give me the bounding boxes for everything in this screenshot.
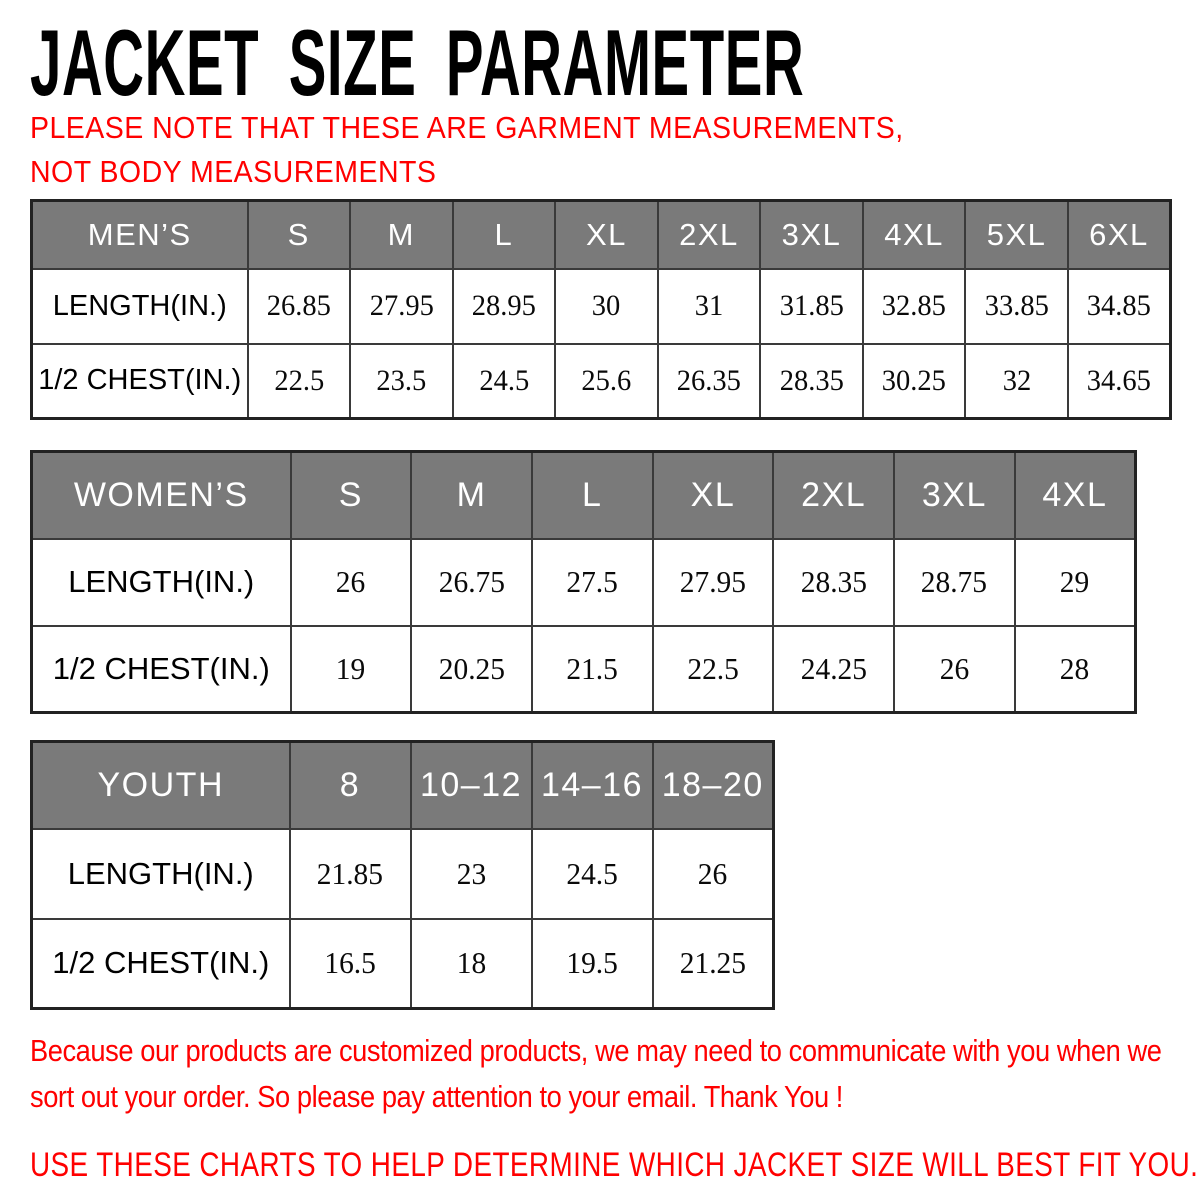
size-header-cell: S (291, 452, 412, 539)
measurement-value: 19.5 (566, 945, 618, 981)
measurement-value: 33.85 (984, 289, 1049, 322)
measurement-value: 20.25 (438, 650, 505, 686)
value-cell (532, 829, 653, 919)
size-header-cell: L (453, 201, 556, 269)
measurement-value: 23 (456, 855, 486, 891)
measurement-value: 26.75 (438, 564, 505, 599)
value-cell (290, 919, 411, 1009)
measurement-value: 26 (336, 564, 366, 599)
value-cell (863, 344, 966, 419)
size-header-cell: M (411, 452, 532, 539)
size-header-cell: L (532, 452, 653, 539)
row-label-cell: 1/2 CHEST(IN.) (32, 919, 290, 1009)
value-cell (1068, 269, 1171, 344)
measurement-value: 28.35 (800, 564, 867, 599)
size-header-row (32, 742, 774, 829)
value-cell (658, 269, 761, 344)
measurement-value: 24.25 (800, 650, 867, 686)
table-title-cell: MEN’S (32, 201, 248, 269)
table-title-cell: WOMEN’S (32, 452, 291, 539)
measurement-value: 28.75 (921, 564, 988, 599)
measurement-value: 28.95 (471, 289, 536, 322)
size-header-cell: 8 (290, 742, 411, 829)
measurement-value: 28.35 (779, 363, 844, 397)
row-label-cell: LENGTH(IN.) (32, 269, 248, 344)
measurement-value: 16.5 (324, 945, 376, 981)
measurement-value: 31.85 (779, 289, 844, 322)
measurement-row (32, 829, 774, 919)
size-header-cell: XL (653, 452, 774, 539)
value-cell (773, 539, 894, 626)
measurement-row (32, 919, 774, 1009)
value-cell (453, 344, 556, 419)
measurement-value: 25.6 (581, 363, 632, 397)
value-cell (248, 269, 351, 344)
value-cell (532, 539, 653, 626)
measurement-value: 19 (336, 650, 366, 686)
value-cell (653, 919, 774, 1009)
measurement-value: 22.5 (273, 363, 324, 397)
measurement-value: 26 (698, 855, 728, 891)
value-cell (773, 626, 894, 713)
measurement-value: 21.85 (316, 855, 384, 891)
measurement-value: 18 (456, 945, 486, 981)
size-header-cell: 2XL (658, 201, 761, 269)
row-label-cell: 1/2 CHEST(IN.) (32, 626, 291, 713)
size-header-cell: 3XL (760, 201, 863, 269)
measurement-value: 24.5 (478, 363, 529, 397)
measurement-value: 32.85 (881, 289, 947, 322)
value-cell (653, 829, 774, 919)
size-table-mens (30, 199, 1172, 420)
measurement-value: 26.35 (676, 363, 742, 397)
measurement-value: 26 (939, 650, 970, 686)
value-cell (965, 269, 1068, 344)
value-cell (894, 539, 1015, 626)
value-cell (760, 344, 863, 419)
value-cell (653, 539, 774, 626)
value-cell (658, 344, 761, 419)
value-cell (532, 626, 653, 713)
measurement-value: 34.85 (1086, 289, 1151, 322)
size-header-cell: XL (555, 201, 658, 269)
value-cell (653, 626, 774, 713)
measurement-value: 22.5 (687, 650, 739, 686)
value-cell (411, 539, 532, 626)
customization-footer-note: Because our products are customized products, we may need to communicate with you when we sort out your order. So please pay attention to your email. Thank You ! (30, 1033, 1162, 1114)
size-table-womens (30, 450, 1137, 714)
value-cell (1015, 626, 1136, 713)
size-header-row (32, 201, 1171, 269)
size-header-cell: M (350, 201, 453, 269)
measurement-row (32, 539, 1136, 626)
measurement-value: 26.85 (266, 289, 331, 322)
measurement-value: 31 (694, 289, 724, 322)
value-cell (411, 829, 532, 919)
size-header-cell: 2XL (773, 452, 894, 539)
size-header-cell: S (248, 201, 351, 269)
measurement-value: 23.5 (376, 363, 427, 397)
measurement-row (32, 344, 1171, 419)
size-header-row (32, 452, 1136, 539)
measurement-value: 34.65 (1086, 363, 1151, 397)
measurement-value: 27.95 (369, 289, 434, 322)
row-label-cell: LENGTH(IN.) (32, 539, 291, 626)
value-cell (291, 539, 412, 626)
value-cell (965, 344, 1068, 419)
size-table-youth (30, 740, 775, 1010)
measurement-value: 24.5 (566, 855, 618, 891)
value-cell (291, 626, 412, 713)
page-title: JACKET SIZE PARAMETER (30, 10, 805, 115)
value-cell (1068, 344, 1171, 419)
size-header-cell: 10–12 (411, 742, 532, 829)
size-header-cell: 14–16 (532, 742, 653, 829)
value-cell (290, 829, 411, 919)
value-cell (555, 269, 658, 344)
value-cell (760, 269, 863, 344)
value-cell (1015, 539, 1136, 626)
measurement-value: 32 (1002, 363, 1031, 397)
size-header-cell: 4XL (1015, 452, 1136, 539)
measurement-value: 27.5 (566, 564, 619, 599)
value-cell (411, 626, 532, 713)
measurement-value: 21.25 (679, 945, 746, 981)
size-header-cell: 3XL (894, 452, 1015, 539)
table-title-cell: YOUTH (32, 742, 290, 829)
value-cell (411, 919, 532, 1009)
value-cell (350, 269, 453, 344)
value-cell (894, 626, 1015, 713)
measurement-value: 29 (1060, 564, 1090, 599)
value-cell (350, 344, 453, 419)
measurement-value: 27.95 (679, 564, 747, 599)
value-cell (863, 269, 966, 344)
measurement-value: 21.5 (566, 650, 619, 686)
value-cell (453, 269, 556, 344)
garment-measurement-note: PLEASE NOTE THAT THESE ARE GARMENT MEASUREMENTS, NOT BODY MEASUREMENTS (30, 110, 904, 189)
measurement-value: 28 (1060, 650, 1090, 686)
size-header-cell: 18–20 (653, 742, 774, 829)
value-cell (532, 919, 653, 1009)
size-header-cell: 5XL (965, 201, 1068, 269)
measurement-value: 30 (592, 289, 621, 322)
measurement-row (32, 626, 1136, 713)
value-cell (555, 344, 658, 419)
value-cell (248, 344, 351, 419)
row-label-cell: 1/2 CHEST(IN.) (32, 344, 248, 419)
measurement-row (32, 269, 1171, 344)
row-label-cell: LENGTH(IN.) (32, 829, 290, 919)
fit-advice-footer: USE THESE CHARTS TO HELP DETERMINE WHICH JACKET SIZE WILL BEST FIT YOU. (30, 1146, 1199, 1184)
size-header-cell: 6XL (1068, 201, 1171, 269)
measurement-value: 30.25 (881, 363, 947, 397)
size-header-cell: 4XL (863, 201, 966, 269)
